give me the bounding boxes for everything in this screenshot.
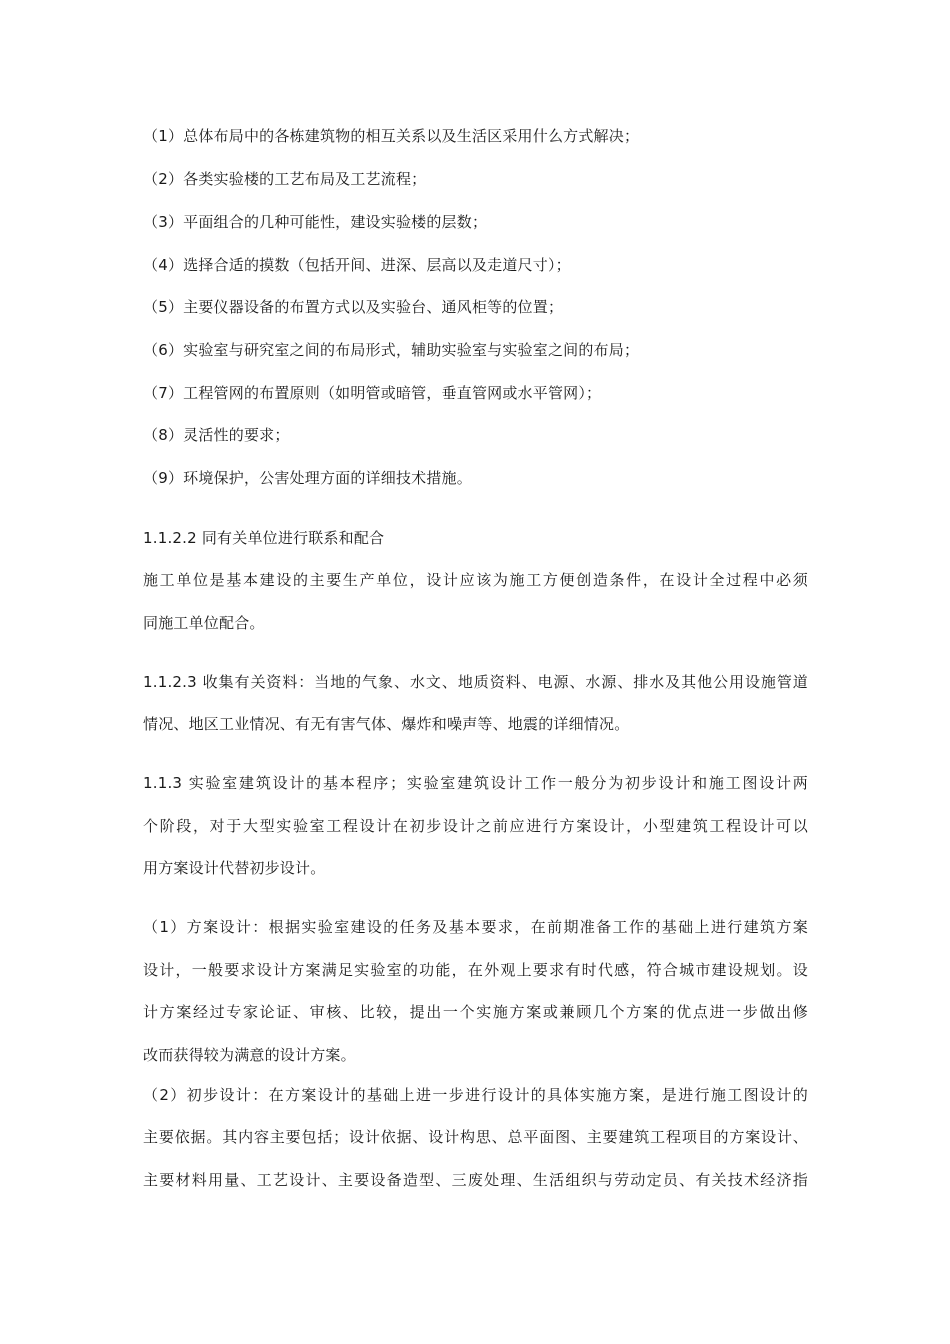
- list-item: （5）主要仪器设备的布置方式以及实验台、通风柜等的位置；: [143, 298, 564, 316]
- list-item: （7）工程管网的布置原则（如明管或暗管，垂直管网或水平管网）；: [143, 384, 602, 402]
- paragraph-line: 同施工单位配合。: [143, 614, 265, 632]
- paragraph-line: 主要依据。其内容主要包括；设计依据、设计构思、总平面图、主要建筑工程项目的方案设计、: [143, 1128, 808, 1146]
- list-item: （4）选择合适的摸数（包括开间、进深、层高以及走道尺寸）；: [143, 256, 571, 274]
- paragraph-line: 用方案设计代替初步设计。: [143, 859, 326, 877]
- paragraph-line: 计方案经过专家论证、审核、比较，提出一个实施方案或兼顾几个方案的优点进一步做出修: [143, 1003, 808, 1021]
- paragraph-line: 改而获得较为满意的设计方案。: [143, 1046, 356, 1064]
- paragraph-line: 1.1.2.3 收集有关资料：当地的气象、水文、地质资料、电源、水源、排水及其他公用设施管道: [143, 673, 808, 691]
- list-item: （8）灵活性的要求；: [143, 426, 290, 444]
- paragraph-line: （1）方案设计：根据实验室建设的任务及基本要求，在前期准备工作的基础上进行建筑方案: [143, 918, 808, 936]
- list-item: （6）实验室与研究室之间的布局形式，辅助实验室与实验室之间的布局；: [143, 341, 640, 359]
- paragraph-line: 主要材料用量、工艺设计、主要设备造型、三废处理、生活组织与劳动定员、有关技术经济指: [143, 1171, 808, 1189]
- list-item: （2）各类实验楼的工艺布局及工艺流程；: [143, 170, 427, 188]
- section-heading: 1.1.2.2 同有关单位进行联系和配合: [143, 529, 385, 547]
- paragraph-line: 个阶段，对于大型实验室工程设计在初步设计之前应进行方案设计，小型建筑工程设计可以: [143, 817, 808, 835]
- list-item: （1）总体布局中的各栋建筑物的相互关系以及生活区采用什么方式解决；: [143, 127, 640, 145]
- paragraph-line: 设计，一般要求设计方案满足实验室的功能，在外观上要求有时代感，符合城市建设规划。设: [143, 961, 808, 979]
- paragraph-line: 1.1.3 实验室建筑设计的基本程序；实验室建筑设计工作一般分为初步设计和施工图设计两: [143, 774, 808, 792]
- paragraph-line: 情况、地区工业情况、有无有害气体、爆炸和噪声等、地震的详细情况。: [143, 715, 630, 733]
- paragraph-line: 施工单位是基本建设的主要生产单位，设计应该为施工方便创造条件，在设计全过程中必须: [143, 571, 808, 589]
- list-item: （9）环境保护，公害处理方面的详细技术措施。: [143, 469, 472, 487]
- paragraph-line: （2）初步设计：在方案设计的基础上进一步进行设计的具体实施方案，是进行施工图设计的: [143, 1086, 808, 1104]
- list-item: （3）平面组合的几种可能性，建设实验楼的层数；: [143, 213, 488, 231]
